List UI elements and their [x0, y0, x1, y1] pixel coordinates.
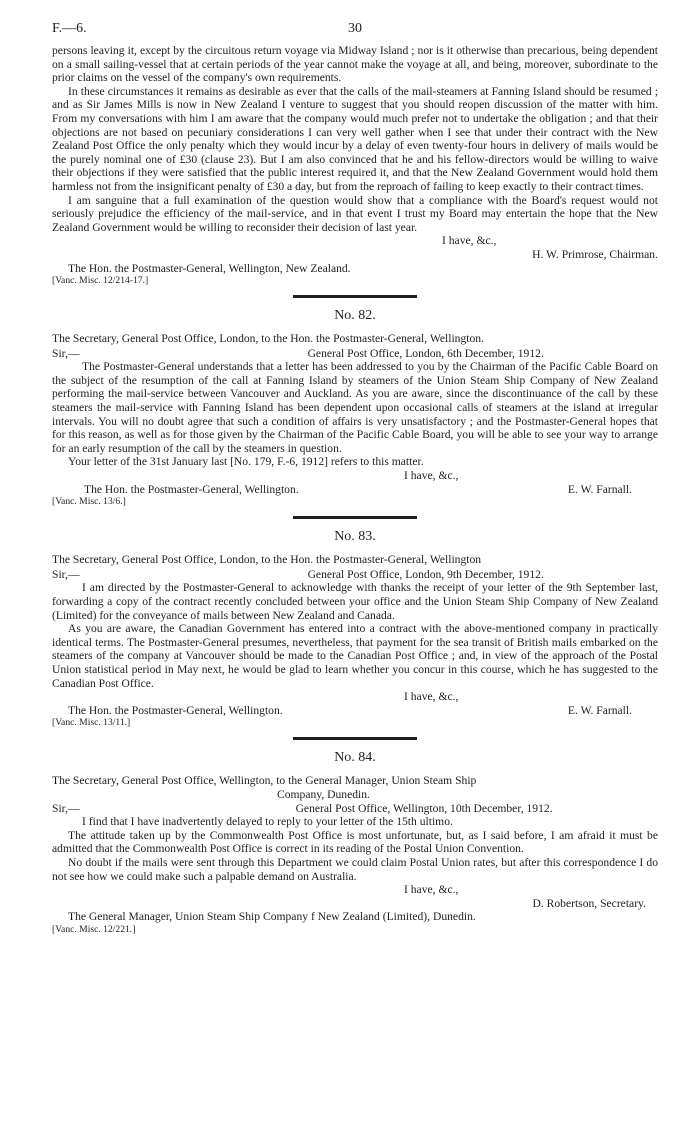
dateline: General Post Office, Wellington, 10th December, 1912. — [295, 801, 553, 815]
salutation: Sir,— — [52, 801, 80, 815]
closing: I have, &c., — [404, 883, 459, 897]
paragraph: No doubt if the mails were sent through this Department we could claim Postal Union rates, but after this correspondence I do not see how we could make such a palpable demand on Australia. — [52, 855, 658, 883]
document-reference: F.—6. — [52, 21, 87, 36]
letter-from-to: The Secretary, General Post Office, London, to the Hon. the Postmaster-General, Wellington. — [52, 332, 484, 346]
closing: I have, &c., — [404, 690, 459, 704]
closing: I have, &c., — [442, 234, 497, 248]
addressee: The General Manager, Union Steam Ship Company f New Zealand (Limited), Dunedin. — [68, 910, 476, 924]
signature: E. W. Farnall. — [567, 703, 632, 717]
addressee: The Hon. the Postmaster-General, Wellington. — [68, 703, 283, 717]
closing: I have, &c., — [404, 469, 459, 483]
section-divider — [293, 295, 417, 298]
paragraph: The attitude taken up by the Commonwealth Post Office is most unfortunate, but, as I said before, I am afraid it must be admitted that the Commonwealth Post Office is correct in its reading of the Postal Union Convention. — [52, 828, 658, 856]
archive-reference: [Vanc. Misc. 12/214-17.] — [52, 275, 149, 287]
letter-number: No. 84. — [334, 750, 376, 766]
salutation-row — [52, 347, 658, 361]
archive-reference: [Vanc. Misc. 12/221.] — [52, 923, 136, 935]
paragraph: The Postmaster-General understands that a letter has been addressed to you by the Chairman of the Pacific Cable Board on the subject of the resumption of the call at Fanning Island by steamers of the Union Steam Ship Company of New Zealand performing the mail-service between Vancouver and Auckland. As you are aware, since the discontinuance of the call by these steamers the mail-service with Fanning Island has been dependent upon occasional calls of steamers at the island at irregular intervals. You will no doubt agree that such a condition of affairs is very unsatisfactory ; and the Postmaster-General hopes that for this reason, as well as for those given by the Chairman of the Pacific Cable Board, you will be able to see your way to arrange for an early resumption of the call by the steamers in question. — [52, 360, 658, 455]
paragraph: persons leaving it, except by the circuitous return voyage via Midway Island ; nor is it otherwise than precarious, being dependent on a small sailing-vessel that at certain periods of the year cannot make the voyage at all, and being, moreover, subordinate to the prior claims on the vessel of the company's own requirements. — [52, 44, 658, 85]
archive-reference: [Vanc. Misc. 13/6.] — [52, 496, 126, 508]
signature: D. Robertson, Secretary. — [532, 896, 646, 910]
addressee: The Hon. the Postmaster-General, Wellington. — [84, 482, 299, 496]
signature-row — [52, 483, 658, 497]
paragraph: As you are aware, the Canadian Government has entered into a contract with the above-mentioned company in practically identical terms. The Postmaster-General presumes, nevertheless, that payment for the sea transit of British mails embarked on the steamers of the company at Vancouver should be made to the Canadian Post Office ; and, in view of the approach of the Postal Union statistical period in May next, he would be glad to learn whether you concur in this course, which he has suggested to the Canadian Post Office. — [52, 622, 658, 690]
letter-83 — [52, 529, 658, 729]
paragraph: I am directed by the Postmaster-General to acknowledge with thanks the receipt of your letter of the 9th September last, forwarding a copy of the contract recently concluded between your office and the Union Steam Ship Company of New Zealand (Limited) for the conveyance of mails between New Zealand and Canada. — [52, 581, 658, 622]
salutation-row — [52, 568, 658, 582]
dateline: General Post Office, London, 6th December, 1912. — [307, 346, 544, 360]
section-divider — [293, 737, 417, 740]
letter-number: No. 82. — [334, 308, 376, 324]
paragraph: In these circumstances it remains as desirable as ever that the calls of the mail-steamers at Fanning Island should be resumed ; and as Sir James Mills is now in New Zealand I venture to suggest that you should reopen discussion of the matter with him. From my conversations with him I am aware that the company would much prefer not to undertake the obligation ; and that their objections are not based on pecuniary considerations I can very well gather when I see that under their contract with the New Zealand Post Office the only penalty which they would incur by a delay of even twenty-four hours in delivery of mails would be the purely nominal one of £30 (clause 23). But I am also convinced that he and his fellow-directors would be willing to waive their objections if they were satisfied that the public interest required it, and that the New Zealand Government would hold them harmless not from the insignificant penalty of £30 a day, but from the reproach of failing to keep exactly to their contract times. — [52, 84, 658, 193]
page-number: 30 — [348, 21, 362, 36]
salutation-row — [52, 802, 658, 816]
salutation: Sir,— — [52, 567, 80, 581]
paragraph: I am sanguine that a full examination of the question would show that a compliance with the Board's request would not seriously prejudice the efficiency of the mail-service, and in that event I trust my Board may entertain the hope that the New Zealand Government would be willing to reconsider their decision of last year. — [52, 193, 658, 234]
paragraph: I find that I have inadvertently delayed to reply to your letter of the 15th ultimo. — [82, 815, 453, 829]
signature-row — [52, 704, 658, 718]
letter-84 — [52, 750, 658, 936]
signature: H. W. Primrose, Chairman. — [532, 247, 658, 261]
letter-from-to: The Secretary, General Post Office, Wellington, to the General Manager, Union Steam Ship — [52, 774, 477, 788]
letter-from-to-continued: Company, Dunedin. — [277, 787, 370, 801]
letter-number: No. 83. — [334, 529, 376, 545]
salutation: Sir,— — [52, 346, 80, 360]
page-header — [52, 18, 658, 44]
letter-from-to: The Secretary, General Post Office, London, to the Hon. the Postmaster-General, Wellington — [52, 553, 482, 567]
addressee: The Hon. the Postmaster-General, Wellington, New Zealand. — [68, 261, 351, 275]
section-divider — [293, 516, 417, 519]
dateline: General Post Office, London, 9th December, 1912. — [307, 567, 544, 581]
paragraph: Your letter of the 31st January last [No. 179, F.-6, 1912] refers to this matter. — [68, 455, 424, 469]
letter-82 — [52, 308, 658, 508]
signature: E. W. Farnall. — [567, 482, 632, 496]
archive-reference: [Vanc. Misc. 13/11.] — [52, 717, 131, 729]
letter-continuation — [52, 44, 658, 287]
